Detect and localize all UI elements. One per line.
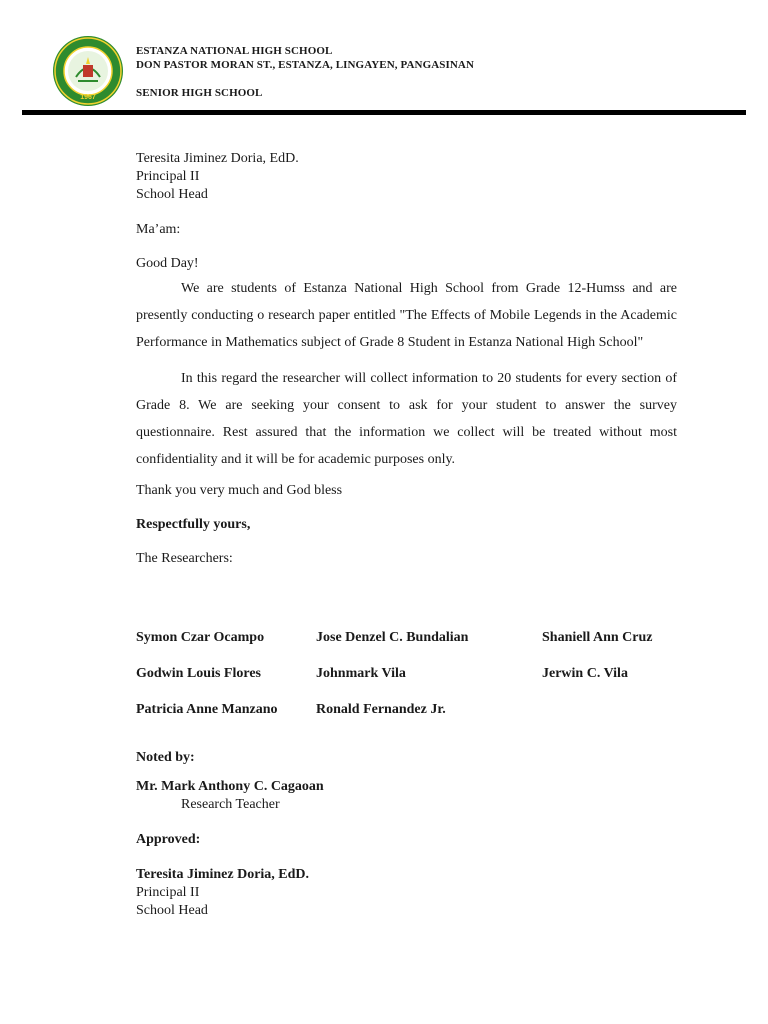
researcher-name: Patricia Anne Manzano [136, 702, 278, 717]
seal-book-icon [83, 65, 93, 77]
researcher-name: Ronald Fernandez Jr. [316, 702, 446, 717]
researchers-row [136, 630, 696, 666]
school-address: DON PASTOR MORAN ST., ESTANZA, LINGAYEN, PANGASINAN [136, 59, 474, 71]
researchers-list [136, 630, 696, 738]
letter-body [136, 150, 677, 567]
recipient-block [136, 150, 677, 204]
noted-name: Mr. Mark Anthony C. Cagaoan [136, 779, 324, 794]
noted-label: Noted by: [136, 750, 195, 765]
letterhead [136, 44, 474, 100]
approver-title: Principal II [136, 885, 200, 900]
noted-block [136, 750, 324, 814]
greeting: Good Day! [136, 256, 199, 271]
recipient-name: Teresita Jiminez Doria, EdD. [136, 151, 299, 166]
researcher-name: Jerwin C. Vila [542, 666, 628, 681]
approver-name: Teresita Jiminez Doria, EdD. [136, 867, 310, 882]
researchers-row [136, 666, 696, 702]
recipient-role: School Head [136, 187, 208, 202]
noted-role: Research Teacher [181, 797, 280, 812]
approver-role: School Head [136, 903, 208, 918]
recipient-title: Principal II [136, 169, 200, 184]
department-name: SENIOR HIGH SCHOOL [136, 87, 263, 99]
body-paragraph-1: We are students of Estanza National High School from Grade 12-Humss and are presently conducting o research paper entitled "The Effects of Mobile Legends in the Academic Performance in Mathematics subject of Grade 8 Student in Estanza National High School" [136, 281, 677, 350]
header-divider [22, 110, 746, 115]
approved-block [136, 832, 309, 920]
closing: Respectfully yours, [136, 517, 251, 532]
logo-year: 1967 [80, 94, 96, 101]
researcher-name: Godwin Louis Flores [136, 666, 261, 681]
school-name: ESTANZA NATIONAL HIGH SCHOOL [136, 45, 333, 57]
thanks-line: Thank you very much and God bless [136, 483, 343, 498]
approver-signature-block [136, 866, 309, 920]
researcher-name: Symon Czar Ocampo [136, 630, 265, 645]
researchers-row [136, 702, 696, 738]
researchers-label: The Researchers: [136, 551, 233, 566]
school-seal-logo [52, 35, 124, 107]
researcher-name: Shaniell Ann Cruz [542, 630, 653, 645]
body-paragraph-2: In this regard the researcher will collect information to 20 students for every section of Grade 8. We are seeking your consent to ask for your student to answer the survey questionnaire. Rest assured that the information we collect will be treated without most confidentiality and it will be for academic purposes only. [136, 371, 677, 467]
salutation: Ma’am: [136, 222, 181, 237]
researcher-name: Johnmark Vila [316, 666, 406, 681]
approved-label: Approved: [136, 832, 201, 847]
researcher-name: Jose Denzel C. Bundalian [316, 630, 469, 645]
